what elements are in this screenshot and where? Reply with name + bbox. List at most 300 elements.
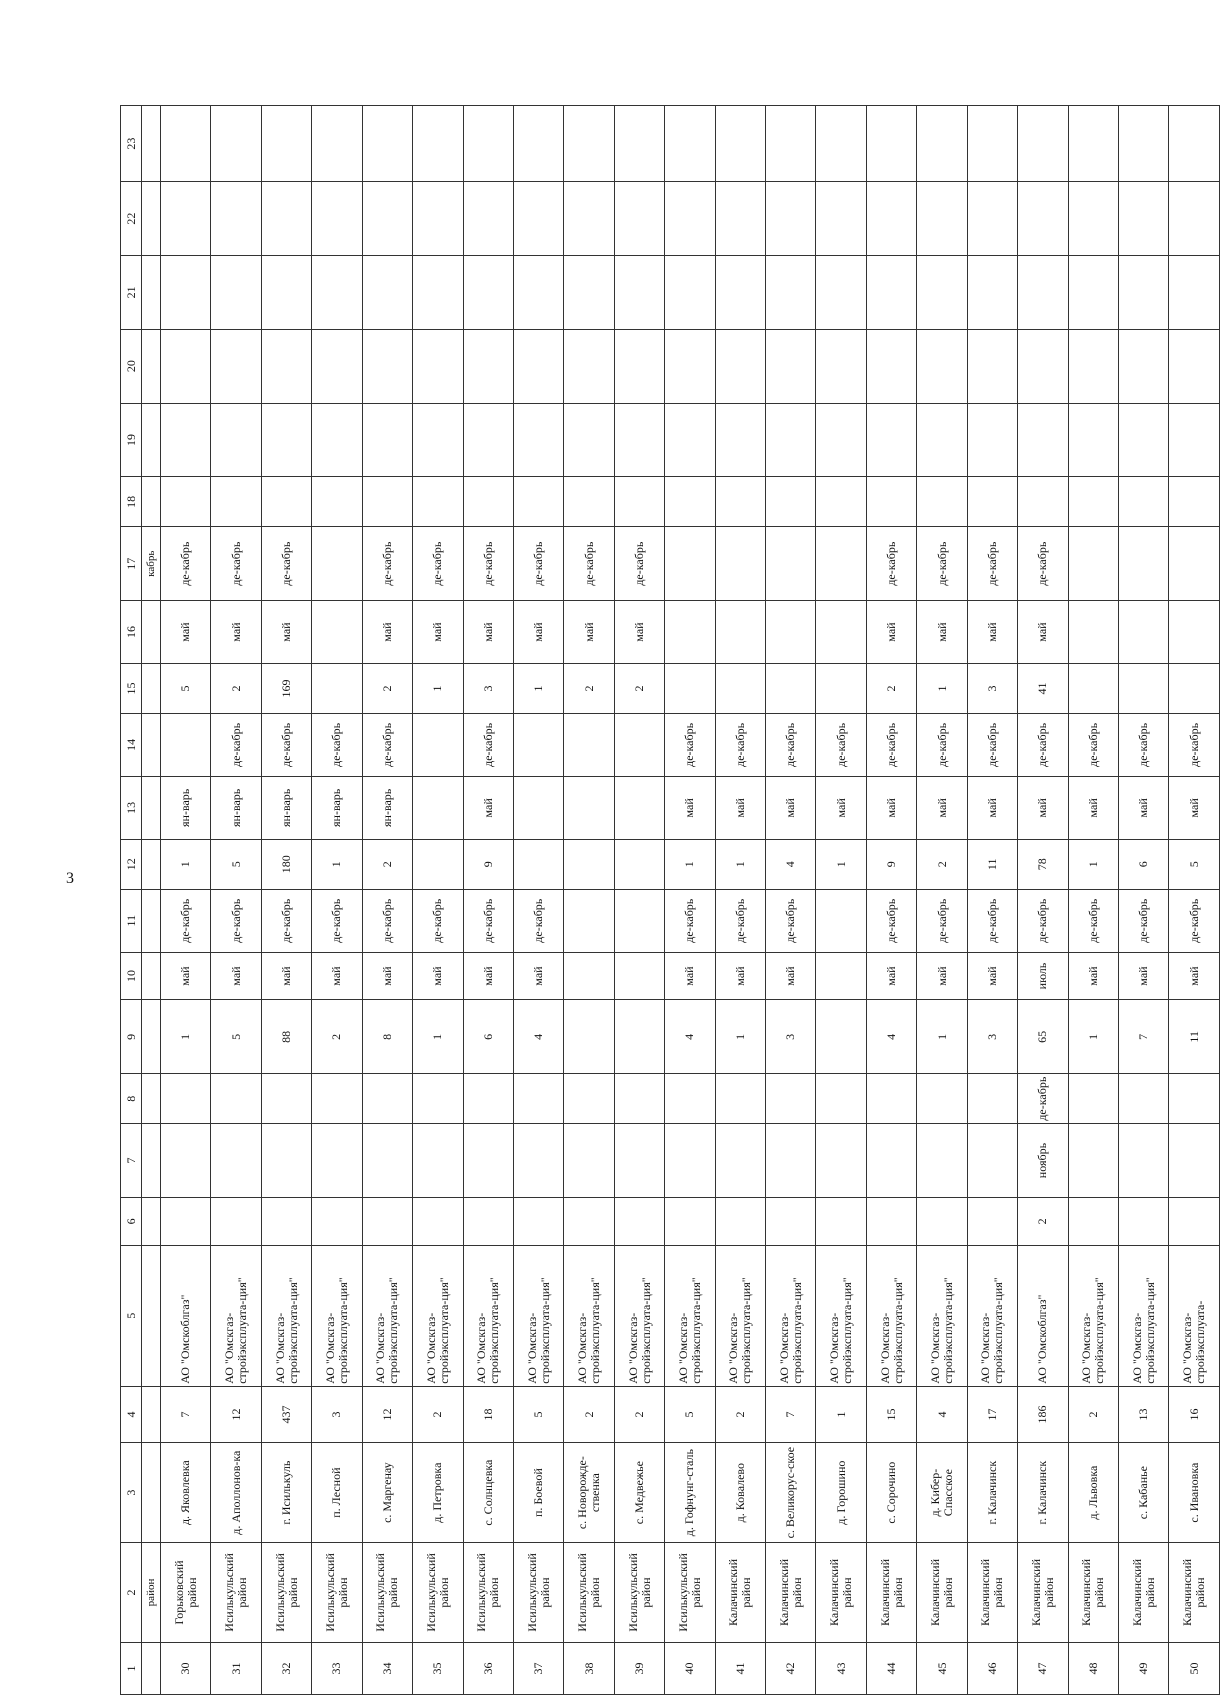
empty-cell xyxy=(362,403,412,477)
cell-settlement: п. Лесной xyxy=(312,1443,362,1543)
cell-c12 xyxy=(413,839,463,889)
empty-cell xyxy=(564,329,614,403)
cell-c11: де-кабрь xyxy=(513,889,563,952)
cell-org: АО "Омскгаз-стройэксплуата-ция" xyxy=(866,1245,916,1386)
continuation-cell xyxy=(142,1000,161,1074)
cell-c17 xyxy=(766,527,816,601)
cell-c13: май xyxy=(816,776,866,839)
cell-c17: де-кабрь xyxy=(866,527,916,601)
empty-cell xyxy=(463,106,513,182)
continuation-cell xyxy=(142,952,161,1000)
cell-settlement: д. Кибер-Спасское xyxy=(917,1443,967,1543)
cell-c10: июль xyxy=(1018,952,1068,1000)
empty-cell xyxy=(161,477,211,527)
empty-cell xyxy=(362,182,412,256)
cell-c4: 437 xyxy=(261,1386,311,1442)
empty-cell xyxy=(564,255,614,329)
cell-c10 xyxy=(564,952,614,1000)
continuation-cell xyxy=(142,1074,161,1124)
cell-c16 xyxy=(665,601,715,664)
cell-c10: май xyxy=(161,952,211,1000)
cell-settlement: п. Боевой xyxy=(513,1443,563,1543)
cell-c13: ян-варь xyxy=(312,776,362,839)
cell-c9 xyxy=(614,1000,664,1074)
empty-cell xyxy=(665,106,715,182)
cell-c10: май xyxy=(312,952,362,1000)
cell-c16 xyxy=(715,601,765,664)
cell-c16: май xyxy=(866,601,916,664)
empty-cell xyxy=(211,329,261,403)
cell-c12: 2 xyxy=(362,839,412,889)
cell-settlement: д. Аполлонов-ка xyxy=(211,1443,261,1543)
cell-c13: май xyxy=(766,776,816,839)
cell-c10: май xyxy=(413,952,463,1000)
cell-c17: де-кабрь xyxy=(967,527,1017,601)
cell-c4: 17 xyxy=(967,1386,1017,1442)
cell-c6 xyxy=(211,1197,261,1245)
continuation-cell xyxy=(142,601,161,664)
cell-c14: де-кабрь xyxy=(766,713,816,776)
cell-c4: 4 xyxy=(917,1386,967,1442)
cell-c7 xyxy=(816,1124,866,1198)
empty-cell xyxy=(665,477,715,527)
column-number: 4 xyxy=(121,1386,142,1442)
cell-c10: май xyxy=(1119,952,1169,1000)
cell-c16: май xyxy=(1018,601,1068,664)
cell-c10: май xyxy=(211,952,261,1000)
cell-c8: де-кабрь xyxy=(1018,1074,1068,1124)
cell-c12: 9 xyxy=(866,839,916,889)
cell-c14: де-кабрь xyxy=(665,713,715,776)
cell-c15 xyxy=(1169,664,1220,714)
cell-c13: ян-варь xyxy=(161,776,211,839)
column-number: 10 xyxy=(121,952,142,1000)
empty-cell xyxy=(614,182,664,256)
continuation-cell xyxy=(142,403,161,477)
cell-c8 xyxy=(1119,1074,1169,1124)
cell-c6 xyxy=(866,1197,916,1245)
column-number: 18 xyxy=(121,477,142,527)
cell-c14 xyxy=(413,713,463,776)
empty-cell xyxy=(261,255,311,329)
cell-c17: де-кабрь xyxy=(564,527,614,601)
cell-c14: де-кабрь xyxy=(866,713,916,776)
cell-c8 xyxy=(312,1074,362,1124)
cell-c11: де-кабрь xyxy=(463,889,513,952)
column-number: 19 xyxy=(121,403,142,477)
cell-c8 xyxy=(261,1074,311,1124)
cell-c15: 1 xyxy=(917,664,967,714)
cell-c13: май xyxy=(715,776,765,839)
empty-cell xyxy=(161,182,211,256)
empty-cell xyxy=(1068,106,1118,182)
empty-cell xyxy=(1018,477,1068,527)
table-row xyxy=(211,106,261,1695)
table-row xyxy=(1068,106,1118,1695)
empty-cell xyxy=(866,106,916,182)
cell-settlement: с. Кабанье xyxy=(1119,1443,1169,1543)
cell-c15: 3 xyxy=(463,664,513,714)
column-number: 11 xyxy=(121,889,142,952)
cell-c10: май xyxy=(917,952,967,1000)
cell-c13: май xyxy=(665,776,715,839)
cell-c9: 88 xyxy=(261,1000,311,1074)
empty-cell xyxy=(1018,255,1068,329)
cell-c16 xyxy=(1068,601,1118,664)
continuation-cell xyxy=(142,1124,161,1198)
empty-cell xyxy=(312,255,362,329)
cell-c9: 3 xyxy=(967,1000,1017,1074)
cell-c4: 2 xyxy=(614,1386,664,1442)
empty-cell xyxy=(513,403,563,477)
empty-cell xyxy=(463,329,513,403)
table-row xyxy=(967,106,1017,1695)
cell-c6 xyxy=(715,1197,765,1245)
cell-c9: 1 xyxy=(413,1000,463,1074)
column-number: 23 xyxy=(121,106,142,182)
cell-c6 xyxy=(312,1197,362,1245)
cell-c6 xyxy=(766,1197,816,1245)
column-number: 7 xyxy=(121,1124,142,1198)
cell-c8 xyxy=(564,1074,614,1124)
cell-c8 xyxy=(715,1074,765,1124)
cell-c12 xyxy=(564,839,614,889)
empty-cell xyxy=(312,403,362,477)
cell-c12: 1 xyxy=(715,839,765,889)
cell-c16 xyxy=(1169,601,1220,664)
cell-c14: де-кабрь xyxy=(715,713,765,776)
empty-cell xyxy=(362,329,412,403)
continuation-cell xyxy=(142,839,161,889)
cell-settlement: г. Калачинск xyxy=(967,1443,1017,1543)
empty-cell xyxy=(614,329,664,403)
empty-cell xyxy=(816,329,866,403)
cell-c10: май xyxy=(715,952,765,1000)
cell-c15: 169 xyxy=(261,664,311,714)
cell-c6 xyxy=(614,1197,664,1245)
continuation-cell xyxy=(142,889,161,952)
cell-c15: 1 xyxy=(513,664,563,714)
cell-district: Исилькульский район xyxy=(564,1543,614,1643)
cell-c6 xyxy=(564,1197,614,1245)
cell-c7 xyxy=(917,1124,967,1198)
cell-c8 xyxy=(816,1074,866,1124)
cell-c13: май xyxy=(866,776,916,839)
cell-c16: май xyxy=(261,601,311,664)
cell-n: 43 xyxy=(816,1642,866,1694)
empty-cell xyxy=(413,182,463,256)
cell-c13 xyxy=(513,776,563,839)
cell-c7 xyxy=(1119,1124,1169,1198)
cell-c13: май xyxy=(1169,776,1220,839)
cell-c10: май xyxy=(1169,952,1220,1000)
empty-cell xyxy=(1068,403,1118,477)
empty-cell xyxy=(362,106,412,182)
cell-district: Исилькульский район xyxy=(665,1543,715,1643)
cell-c17: де-кабрь xyxy=(362,527,412,601)
cell-c8 xyxy=(362,1074,412,1124)
cell-district: Исилькульский район xyxy=(211,1543,261,1643)
cell-c7 xyxy=(564,1124,614,1198)
cell-n: 33 xyxy=(312,1642,362,1694)
cell-c14: де-кабрь xyxy=(312,713,362,776)
cell-c9: 1 xyxy=(715,1000,765,1074)
cell-n: 45 xyxy=(917,1642,967,1694)
cell-settlement: д. Петровка xyxy=(413,1443,463,1543)
empty-cell xyxy=(413,477,463,527)
cell-org: АО "Омскгаз-стройэксплуата-ция" xyxy=(665,1245,715,1386)
table-row xyxy=(362,106,412,1695)
cell-c9 xyxy=(564,1000,614,1074)
cell-c15 xyxy=(1068,664,1118,714)
cell-c6 xyxy=(917,1197,967,1245)
cell-c11: де-кабрь xyxy=(1068,889,1118,952)
cell-c15: 2 xyxy=(362,664,412,714)
cell-c9: 3 xyxy=(766,1000,816,1074)
cell-c7 xyxy=(161,1124,211,1198)
column-number: 8 xyxy=(121,1074,142,1124)
cell-c17: де-кабрь xyxy=(917,527,967,601)
column-number: 15 xyxy=(121,664,142,714)
column-number: 6 xyxy=(121,1197,142,1245)
cell-c16: май xyxy=(917,601,967,664)
empty-cell xyxy=(1169,329,1220,403)
cell-c14: де-кабрь xyxy=(1018,713,1068,776)
empty-cell xyxy=(967,329,1017,403)
empty-cell xyxy=(967,403,1017,477)
empty-cell xyxy=(816,106,866,182)
empty-cell xyxy=(614,403,664,477)
empty-cell xyxy=(261,329,311,403)
column-number: 22 xyxy=(121,182,142,256)
cell-c7 xyxy=(665,1124,715,1198)
cell-district: Калачинский район xyxy=(967,1543,1017,1643)
cell-c10: май xyxy=(362,952,412,1000)
cell-n: 35 xyxy=(413,1642,463,1694)
cell-c15 xyxy=(715,664,765,714)
cell-settlement: д. Гофнунг-сталь xyxy=(665,1443,715,1543)
empty-cell xyxy=(513,182,563,256)
empty-cell xyxy=(1018,403,1068,477)
continuation-cell xyxy=(142,1443,161,1543)
continuation-cell xyxy=(142,182,161,256)
cell-c16 xyxy=(816,601,866,664)
cell-c14: де-кабрь xyxy=(816,713,866,776)
empty-cell xyxy=(766,182,816,256)
cell-c11: де-кабрь xyxy=(1169,889,1220,952)
cell-org: АО "Омскгаз-стройэксплуата-ция" xyxy=(261,1245,311,1386)
cell-c8 xyxy=(161,1074,211,1124)
cell-c4: 7 xyxy=(766,1386,816,1442)
cell-n: 37 xyxy=(513,1642,563,1694)
cell-c9: 7 xyxy=(1119,1000,1169,1074)
continuation-cell xyxy=(142,106,161,182)
cell-c4: 2 xyxy=(564,1386,614,1442)
cell-c17: де-кабрь xyxy=(413,527,463,601)
empty-cell xyxy=(261,182,311,256)
cell-c15: 41 xyxy=(1018,664,1068,714)
cell-c13: ян-варь xyxy=(362,776,412,839)
cell-c14: де-кабрь xyxy=(917,713,967,776)
cell-district: Исилькульский район xyxy=(513,1543,563,1643)
table-row xyxy=(312,106,362,1695)
empty-cell xyxy=(413,403,463,477)
cell-district: Калачинский район xyxy=(715,1543,765,1643)
cell-org: АО "Омскгаз-стройэксплуата-ция" xyxy=(513,1245,563,1386)
cell-c12: 1 xyxy=(816,839,866,889)
empty-cell xyxy=(1068,182,1118,256)
cell-district: Исилькульский район xyxy=(261,1543,311,1643)
cell-c13: ян-варь xyxy=(211,776,261,839)
cell-c6 xyxy=(1119,1197,1169,1245)
cell-settlement: д. Львовка xyxy=(1068,1443,1118,1543)
cell-c4: 186 xyxy=(1018,1386,1068,1442)
cell-settlement: с. Ивановка xyxy=(1169,1443,1220,1543)
empty-cell xyxy=(161,403,211,477)
cell-c17 xyxy=(1068,527,1118,601)
empty-cell xyxy=(513,106,563,182)
cell-c15: 3 xyxy=(967,664,1017,714)
cell-c16 xyxy=(766,601,816,664)
empty-cell xyxy=(665,182,715,256)
empty-cell xyxy=(161,329,211,403)
cell-c14 xyxy=(564,713,614,776)
table-row xyxy=(413,106,463,1695)
cell-c10: май xyxy=(261,952,311,1000)
cell-district: Исилькульский район xyxy=(413,1543,463,1643)
cell-c14 xyxy=(614,713,664,776)
empty-cell xyxy=(513,329,563,403)
cell-c9: 11 xyxy=(1169,1000,1220,1074)
cell-c17 xyxy=(312,527,362,601)
cell-c14: де-кабрь xyxy=(1169,713,1220,776)
empty-cell xyxy=(211,182,261,256)
cell-c13: май xyxy=(1068,776,1118,839)
cell-n: 31 xyxy=(211,1642,261,1694)
cell-c8 xyxy=(211,1074,261,1124)
cell-district: Калачинский район xyxy=(816,1543,866,1643)
cell-c10: май xyxy=(866,952,916,1000)
cell-c7 xyxy=(413,1124,463,1198)
cell-c17: де-кабрь xyxy=(1018,527,1068,601)
empty-cell xyxy=(665,403,715,477)
empty-cell xyxy=(1119,106,1169,182)
empty-cell xyxy=(513,255,563,329)
cell-c11: де-кабрь xyxy=(161,889,211,952)
cell-c7 xyxy=(1068,1124,1118,1198)
cell-org: АО "Омскгаз-стройэксплуата-ция" xyxy=(715,1245,765,1386)
cell-c17 xyxy=(715,527,765,601)
empty-cell xyxy=(766,403,816,477)
cell-org: АО "Омскгаз-стройэксплуата-ция" xyxy=(413,1245,463,1386)
cell-settlement: с. Великорус-ское xyxy=(766,1443,816,1543)
cell-c10 xyxy=(816,952,866,1000)
cell-c8 xyxy=(967,1074,1017,1124)
cell-c11: де-кабрь xyxy=(362,889,412,952)
empty-cell xyxy=(715,329,765,403)
empty-cell xyxy=(665,329,715,403)
empty-cell xyxy=(413,106,463,182)
cell-n: 30 xyxy=(161,1642,211,1694)
cell-c17: де-кабрь xyxy=(513,527,563,601)
cell-c4: 2 xyxy=(715,1386,765,1442)
cell-c6 xyxy=(967,1197,1017,1245)
cell-c11 xyxy=(564,889,614,952)
cell-c7 xyxy=(866,1124,916,1198)
empty-cell xyxy=(312,329,362,403)
cell-district: Калачинский район xyxy=(1169,1543,1220,1643)
cell-c12: 4 xyxy=(766,839,816,889)
empty-cell xyxy=(1068,477,1118,527)
cell-c15: 2 xyxy=(614,664,664,714)
cell-settlement: с. Солнцевка xyxy=(463,1443,513,1543)
cell-c11: де-кабрь xyxy=(665,889,715,952)
column-number: 5 xyxy=(121,1245,142,1386)
cell-c15 xyxy=(1119,664,1169,714)
cell-district: Исилькульский район xyxy=(362,1543,412,1643)
cell-c14: де-кабрь xyxy=(261,713,311,776)
empty-cell xyxy=(413,329,463,403)
cell-c16 xyxy=(312,601,362,664)
empty-cell xyxy=(261,477,311,527)
cell-n: 44 xyxy=(866,1642,916,1694)
cell-c15: 2 xyxy=(211,664,261,714)
empty-cell xyxy=(564,477,614,527)
cell-c7 xyxy=(766,1124,816,1198)
column-number: 20 xyxy=(121,329,142,403)
empty-cell xyxy=(463,182,513,256)
cell-c16: май xyxy=(413,601,463,664)
empty-cell xyxy=(1169,255,1220,329)
cell-org: АО "Омскоблгаз" xyxy=(161,1245,211,1386)
cell-org: АО "Омскгаз-стройэксплуата-ция" xyxy=(362,1245,412,1386)
column-number: 13 xyxy=(121,776,142,839)
cell-n: 47 xyxy=(1018,1642,1068,1694)
cell-c9: 1 xyxy=(1068,1000,1118,1074)
cell-n: 40 xyxy=(665,1642,715,1694)
continuation-cell xyxy=(142,664,161,714)
cell-c13 xyxy=(614,776,664,839)
table-row xyxy=(1018,106,1068,1695)
empty-cell xyxy=(564,403,614,477)
empty-cell xyxy=(967,182,1017,256)
cell-c9: 4 xyxy=(866,1000,916,1074)
empty-cell xyxy=(261,403,311,477)
cell-c15 xyxy=(816,664,866,714)
cell-c13 xyxy=(413,776,463,839)
cell-district: Калачинский район xyxy=(1119,1543,1169,1643)
cell-c7 xyxy=(463,1124,513,1198)
cell-district: Горьковский район xyxy=(161,1543,211,1643)
empty-cell xyxy=(967,255,1017,329)
cell-c9: 6 xyxy=(463,1000,513,1074)
cell-c16 xyxy=(1119,601,1169,664)
empty-cell xyxy=(967,477,1017,527)
cell-n: 38 xyxy=(564,1642,614,1694)
cell-c9 xyxy=(816,1000,866,1074)
empty-cell xyxy=(866,255,916,329)
empty-cell xyxy=(715,255,765,329)
cell-c13: май xyxy=(917,776,967,839)
cell-org: АО "Омскгаз-стройэксплуата-ция" xyxy=(564,1245,614,1386)
column-number: 9 xyxy=(121,1000,142,1074)
continuation-cell xyxy=(142,1245,161,1386)
empty-cell xyxy=(917,403,967,477)
continuation-cell xyxy=(142,255,161,329)
cell-c11 xyxy=(816,889,866,952)
cell-c11: де-кабрь xyxy=(413,889,463,952)
cell-c4: 12 xyxy=(211,1386,261,1442)
